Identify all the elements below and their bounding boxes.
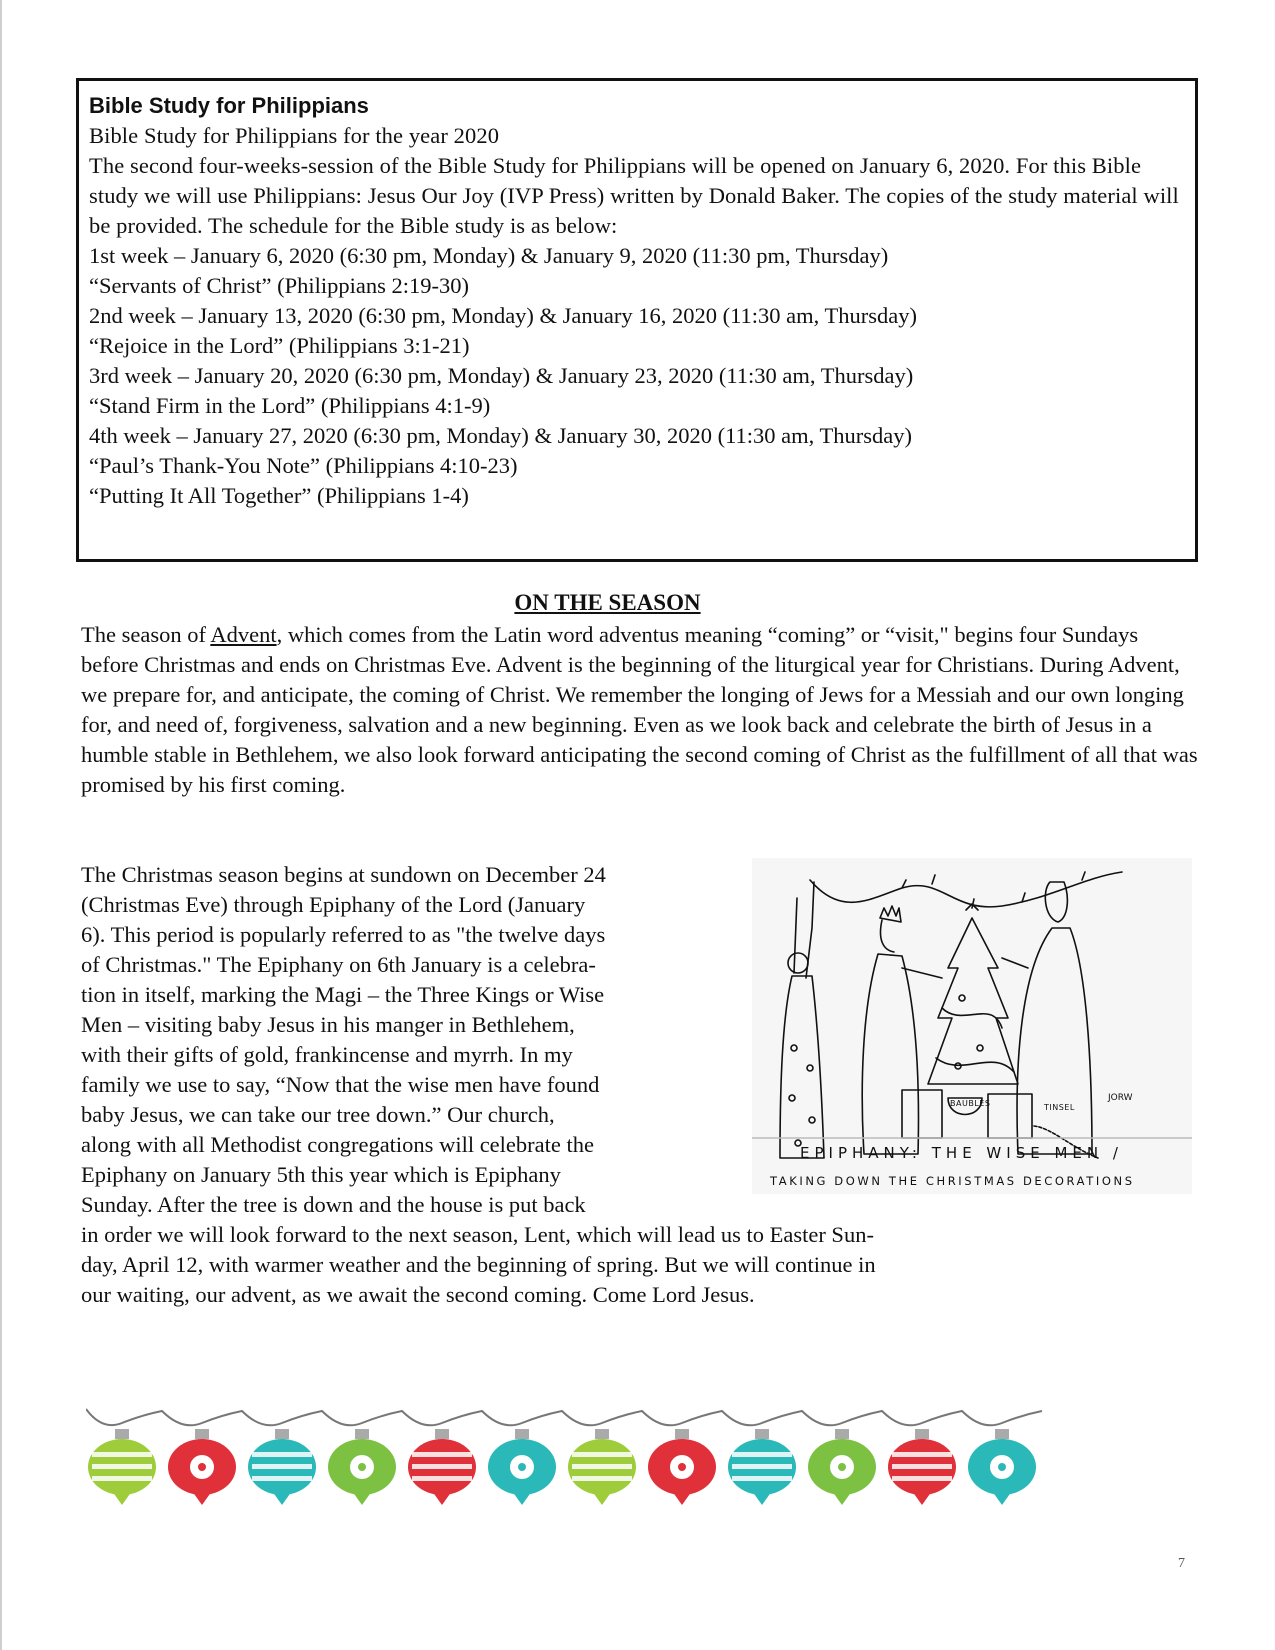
- schedule-line: “Putting It All Together” (Philippians 1-4): [89, 483, 469, 508]
- christmas-line: tion in itself, marking the Magi – the Three Kings or Wise: [81, 982, 605, 1007]
- baubles-label: BAUBLES: [950, 1099, 991, 1108]
- ornament-garland: [86, 1405, 1086, 1515]
- schedule-line: “Servants of Christ” (Philippians 2:19-30): [89, 273, 469, 298]
- schedule-line: 4th week – January 27, 2020 (6:30 pm, Monday) & January 30, 2020 (11:30 am, Thursday): [89, 423, 912, 448]
- epiphany-cartoon: [752, 858, 1192, 1194]
- bible-study-box: [76, 78, 1198, 562]
- ornament: [888, 1429, 956, 1505]
- christmas-line: of Christmas." The Epiphany on 6th January is a celebra-: [81, 952, 596, 977]
- study-intro: The second four-weeks-session of the Bible Study for Philippians will be opened on January 6, 2020. For this Bible study we will use Philippians: Jesus Our Joy (IVP Press) written by Donald Baker. The copies of the study material will be provided. The schedule for the Bible study is as below:: [89, 153, 1179, 238]
- garland-string: [86, 1409, 1042, 1425]
- christmas-line: our waiting, our advent, as we await the second coming. Come Lord Jesus.: [81, 1282, 755, 1307]
- ornament: [808, 1429, 876, 1505]
- page-edge-rule: [0, 0, 2, 1650]
- schedule-line: 3rd week – January 20, 2020 (6:30 pm, Monday) & January 23, 2020 (11:30 am, Thursday): [89, 363, 914, 388]
- study-subtitle: Bible Study for Philippians for the year 2020: [89, 123, 500, 148]
- christmas-line: day, April 12, with warmer weather and the beginning of spring. But we will continue in: [81, 1252, 876, 1277]
- christmas-line: baby Jesus, we can take our tree down.” Our church,: [81, 1102, 555, 1127]
- christmas-line: The Christmas season begins at sundown on December 24: [81, 862, 606, 887]
- tinsel-label: TINSEL: [1044, 1103, 1075, 1112]
- ornament: [328, 1429, 396, 1505]
- christmas-line: family we use to say, “Now that the wise men have found: [81, 1072, 600, 1097]
- advent-rest: , which comes from the Latin word adventus meaning “coming” or “visit," begins four Sundays before Christmas and ends on Christmas Eve. Advent is the beginning of the liturgical year for Christians. During Advent, we prepare for, and anticipate, the coming of Christ. We remember the longing of Jews for a Messiah and our own longing for, and need of, forgiveness, salvation and a new beginning. Even as we look back and celebrate the birth of Jesus in a humble stable in Bethlehem, we also look forward anticipating the second coming of Christ as the fulfillment of all that was promised by his first coming.: [81, 622, 1198, 797]
- advent-lead: The season of: [81, 622, 211, 647]
- christmas-line: in order we will look forward to the next season, Lent, which will lead us to Easter Sun-: [81, 1222, 874, 1247]
- advent-paragraph: [81, 620, 1201, 800]
- ornament: [248, 1429, 316, 1505]
- artist-signature: JORW: [1108, 1093, 1133, 1103]
- study-heading: Bible Study for Philippians: [89, 93, 369, 118]
- schedule-line: “Stand Firm in the Lord” (Philippians 4:1-9): [89, 393, 491, 418]
- cartoon-caption-line2: TAKING DOWN THE CHRISTMAS DECORATIONS: [770, 1174, 1135, 1188]
- ornament: [648, 1429, 716, 1505]
- advent-link: Advent: [210, 622, 277, 647]
- cartoon-caption-line1: EPIPHANY: THE WISE MEN /: [800, 1144, 1123, 1162]
- ornament: [168, 1429, 236, 1505]
- ornament: [88, 1429, 156, 1505]
- christmas-line: along with all Methodist congregations will celebrate the: [81, 1132, 594, 1157]
- christmas-line: Sunday. After the tree is down and the house is put back: [81, 1192, 586, 1217]
- christmas-line: with their gifts of gold, frankincense and myrrh. In my: [81, 1042, 573, 1067]
- page-number: 7: [1178, 1556, 1185, 1571]
- ornament: [728, 1429, 796, 1505]
- schedule-line: “Paul’s Thank-You Note” (Philippians 4:10-23): [89, 453, 518, 478]
- schedule-line: 1st week – January 6, 2020 (6:30 pm, Monday) & January 9, 2020 (11:30 pm, Thursday): [89, 243, 889, 268]
- study-schedule: [89, 241, 1185, 511]
- schedule-line: “Rejoice in the Lord” (Philippians 3:1-21): [89, 333, 470, 358]
- christmas-line: (Christmas Eve) through Epiphany of the Lord (January: [81, 892, 586, 917]
- christmas-line: Men – visiting baby Jesus in his manger in Bethlehem,: [81, 1012, 575, 1037]
- season-title: ON THE SEASON: [514, 590, 701, 615]
- christmas-line: 6). This period is popularly referred to as "the twelve days: [81, 922, 606, 947]
- ornament: [408, 1429, 476, 1505]
- christmas-line: Epiphany on January 5th this year which is Epiphany: [81, 1162, 561, 1187]
- ornament: [488, 1429, 556, 1505]
- schedule-line: 2nd week – January 13, 2020 (6:30 pm, Monday) & January 16, 2020 (11:30 am, Thursday): [89, 303, 917, 328]
- ornament: [968, 1429, 1036, 1505]
- ornament: [568, 1429, 636, 1505]
